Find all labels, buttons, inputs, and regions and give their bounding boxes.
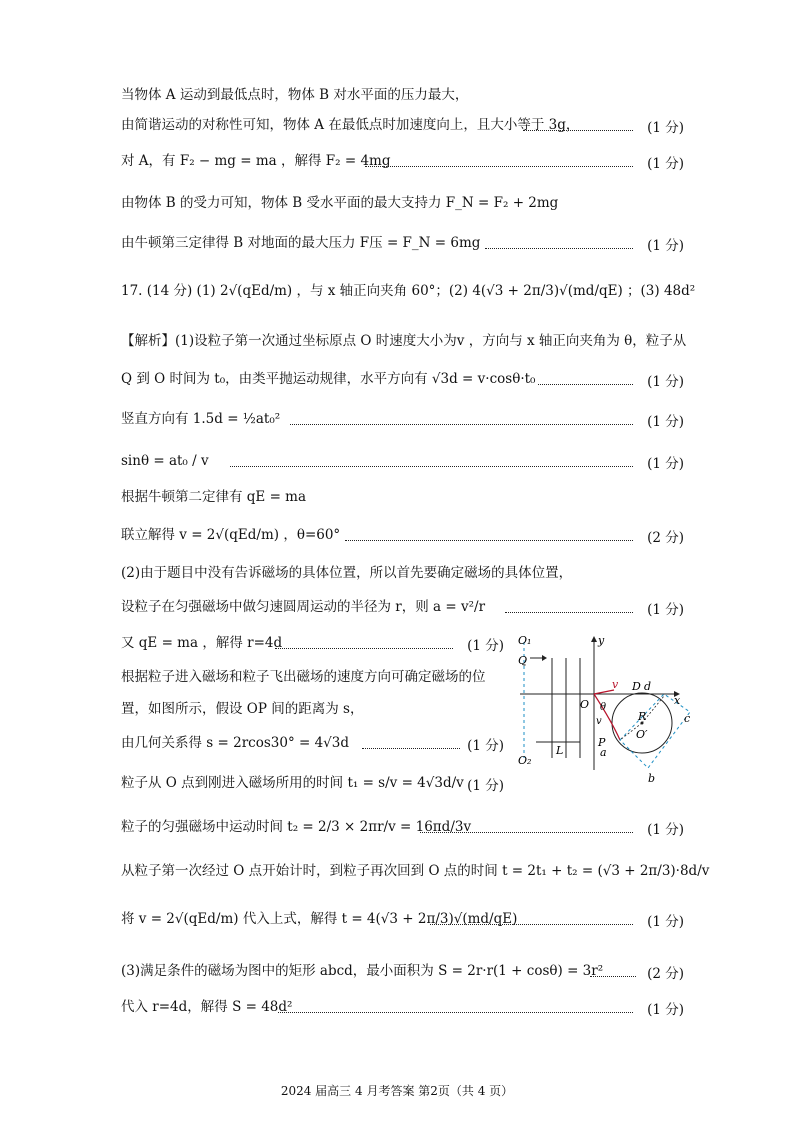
score-note: (1 分) <box>647 914 684 930</box>
text-line: 粒子从 O 点到刚进入磁场所用的时间 t₁ = s/v = 4√3d/v <box>121 775 464 791</box>
score-note: (1 分) <box>647 156 684 172</box>
text-line: 联立解得 v = 2√(qEd/m) ，θ=60° <box>121 527 341 543</box>
dot-leader <box>505 612 633 613</box>
label-b: b <box>648 772 656 785</box>
label-p: P <box>598 736 606 749</box>
label-o-prime: O′ <box>636 728 648 741</box>
dot-leader <box>345 540 633 541</box>
text-line: 将 v = 2√(qEd/m) 代入上式，解得 t = 4(√3 + 2π/3)√(md/qE) <box>121 911 518 927</box>
label-l: L <box>556 744 564 757</box>
text-line: (3)满足条件的磁场为图中的矩形 abcd，最小面积为 S = 2r·r(1 + cosθ) = 3r² <box>121 963 604 979</box>
label-q: Q <box>518 654 528 667</box>
text-line: 竖直方向有 1.5d = ½at₀² <box>121 411 281 427</box>
score-note: (1 分) <box>647 822 684 838</box>
dot-leader <box>290 424 633 425</box>
text-line: 设粒子在匀强磁场中做匀速圆周运动的半径为 r，则 a = v²/r <box>121 599 486 615</box>
label-y: y <box>598 634 605 647</box>
label-v-lower: v <box>596 716 602 727</box>
text-line: 从粒子第一次经过 O 点开始计时，到粒子再次回到 O 点的时间 t = 2t₁ + t₂ = (√3 + 2π/3)·8d/v <box>121 863 710 879</box>
exit-path <box>594 690 614 694</box>
score-note: (1 分) <box>647 120 684 136</box>
label-v-top: v <box>612 678 619 691</box>
arrow-head <box>542 655 547 661</box>
label-theta: θ <box>600 702 607 713</box>
dot-leader <box>523 130 633 131</box>
label-d-lower: d <box>644 680 652 693</box>
label-o1: O₁ <box>518 634 532 647</box>
text-line: 代入 r=4d，解得 S = 48d² <box>121 999 293 1015</box>
text-line: 又 qE = ma ，解得 r=4d <box>121 635 283 651</box>
text-line: 由几何关系得 s = 2rcos30° = 4√3d <box>121 735 350 751</box>
score-note: (1 分) <box>467 638 504 654</box>
magnetic-field-diagram <box>514 630 694 790</box>
question-number: 17. (14 分) (1) <box>121 283 216 299</box>
text-line: 由物体 B 的受力可知，物体 B 受水平面的最大支持力 F_N = F₂ + 2mg <box>121 195 559 211</box>
score-note: (1 分) <box>647 1002 684 1018</box>
text-line: (2)由于题目中没有告诉磁场的具体位置，所以首先要确定磁场的具体位置， <box>121 565 573 581</box>
score-note: (1 分) <box>647 456 684 472</box>
dot-leader <box>430 924 633 925</box>
score-note: (2 分) <box>647 530 684 546</box>
text-line: 根据粒子进入磁场和粒子飞出磁场的速度方向可确定磁场的位 <box>121 669 486 685</box>
dot-leader <box>365 166 633 167</box>
text-line: sinθ = at₀ / v <box>121 453 209 469</box>
score-note: (1 分) <box>647 602 684 618</box>
text-line: 对 A，有 F₂ − mg = ma ，解得 F₂ = 4mg <box>121 153 391 169</box>
label-o: O <box>580 698 590 711</box>
y-axis-arrow <box>591 636 597 642</box>
dot-leader <box>230 466 633 467</box>
score-note: (1 分) <box>467 778 504 794</box>
score-note: (1 分) <box>467 738 504 754</box>
label-d-upper: D <box>632 680 641 693</box>
dot-leader <box>590 976 636 977</box>
answer-summary: 2√(qEd/m) ，与 x 轴正向夹角 60°；(2) 4(√3 + 2π/3)√(md/qE) ；(3) 48d² <box>219 283 696 299</box>
text-line: 由牛顿第三定律得 B 对地面的最大压力 F压 = F_N = 6mg <box>121 235 481 251</box>
text-line: 粒子的匀强磁场中运动时间 t₂ = 2/3 × 2πr/v = 16πd/3v <box>121 819 472 835</box>
score-note: (1 分) <box>647 414 684 430</box>
text-line: 【解析】(1)设粒子第一次通过坐标原点 O 时速度大小为v ，方向与 x 轴正向夹角为 θ，粒子从 <box>121 333 687 349</box>
score-note: (2 分) <box>647 966 684 982</box>
question-17-answer <box>121 282 695 300</box>
label-r: R <box>638 710 647 723</box>
dot-leader <box>485 248 633 249</box>
dot-leader <box>362 748 460 749</box>
label-a: a <box>600 746 607 759</box>
label-x: x <box>674 694 681 707</box>
text-line: Q 到 O 时间为 t₀，由类平抛运动规律，水平方向有 √3d = v·cosθ·t₀ <box>121 371 536 387</box>
text-line: 由简谐运动的对称性可知，物体 A 在最低点时加速度向上，且大小等于 3g， <box>121 117 580 133</box>
score-note: (1 分) <box>647 374 684 390</box>
text-line: 置，如图所示，假设 OP 间的距离为 s， <box>121 701 364 717</box>
dot-leader <box>278 1012 633 1013</box>
page-footer: 2024 届高三 4 月考答案 第2页（共 4 页） <box>280 1084 514 1098</box>
score-note: (1 分) <box>647 238 684 254</box>
dot-leader <box>538 384 633 385</box>
text-line: 根据牛顿第二定律有 qE = ma <box>121 489 307 505</box>
dot-leader <box>420 832 633 833</box>
text-line: 当物体 A 运动到最低点时，物体 B 对水平面的压力最大， <box>121 87 469 103</box>
label-o2: O₂ <box>518 754 532 767</box>
label-c: c <box>684 712 691 725</box>
dot-leader <box>275 648 453 649</box>
